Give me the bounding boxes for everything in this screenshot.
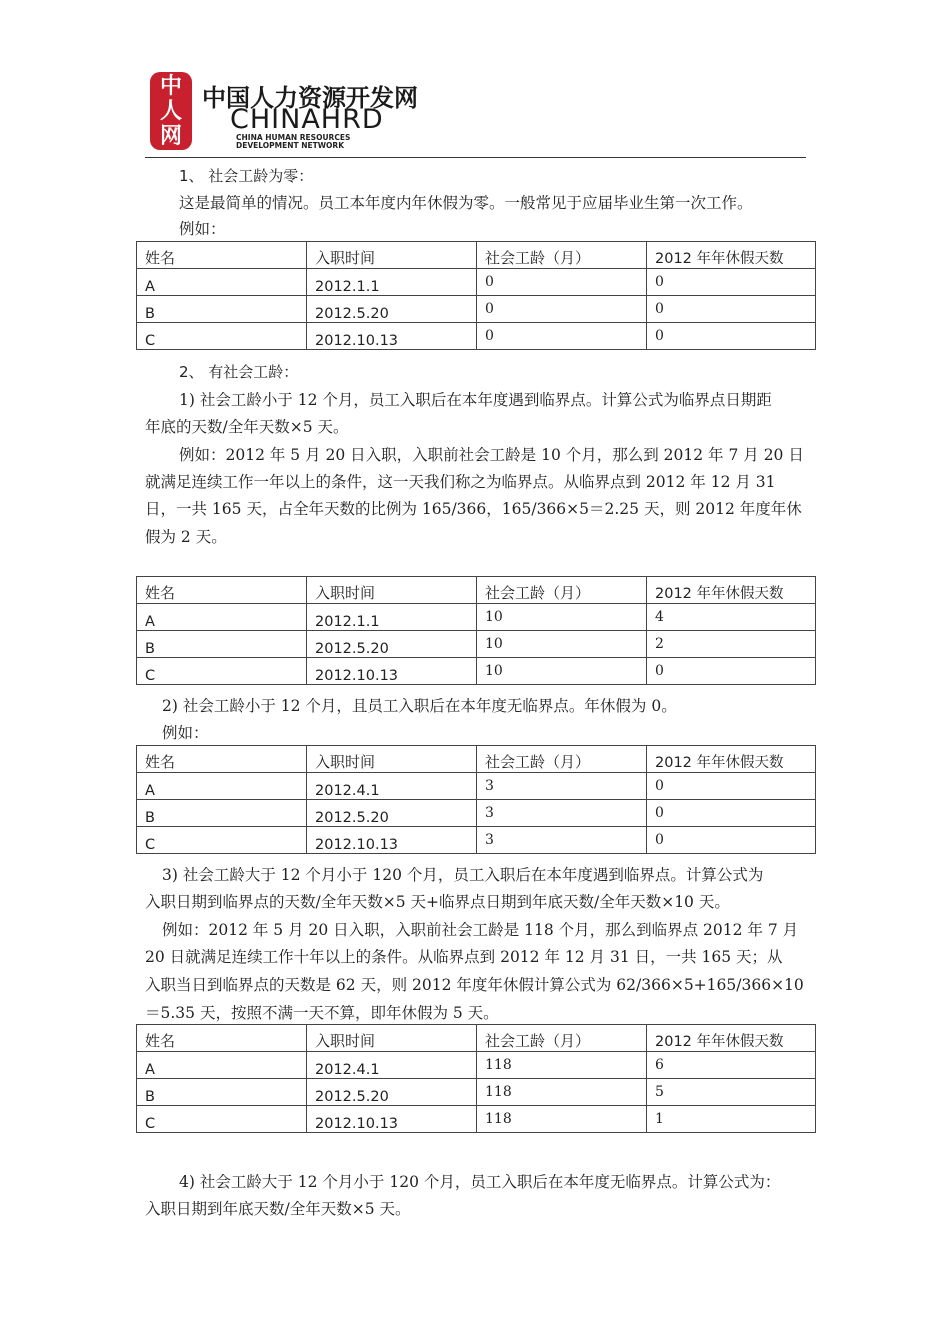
table-cell: C: [137, 323, 307, 350]
table-row: [137, 800, 816, 827]
brand-subtitle: CHINA HUMAN RESOURCES DEVELOPMENT NETWORK: [236, 133, 351, 150]
table-cell: B: [137, 1079, 307, 1106]
paragraph-line: 20 日就满足连续工作十年以上的条件。从临界点到 2012 年 12 月 31 日，一共 165 天；从: [145, 948, 783, 966]
leave-table-1: [136, 241, 816, 350]
header-cell: 姓名: [137, 577, 307, 604]
paragraph-line: 入职日期到年底天数/全年天数×5 天。: [145, 1200, 411, 1218]
table-cell: 10: [477, 631, 647, 658]
paragraph-line: 例如：2012 年 5 月 20 日入职，入职前社会工龄是 10 个月，那么到 2012 年 7 月 20 日: [179, 446, 804, 464]
table-cell: 10: [477, 658, 647, 685]
header-cell: 姓名: [137, 1025, 307, 1052]
table-cell: 2012.5.20: [307, 800, 477, 827]
table-cell: 2012.10.13: [307, 323, 477, 350]
table-header-row: [137, 242, 816, 269]
header-cell: 社会工龄（月）: [477, 746, 647, 773]
leave-table-3: [136, 745, 816, 854]
section-1-heading: 1、 社会工龄为零：: [179, 167, 314, 185]
table-row: [137, 773, 816, 800]
header-cell: 社会工龄（月）: [477, 577, 647, 604]
table-cell: 118: [477, 1106, 647, 1133]
table-cell: 0: [477, 323, 647, 350]
header-cell: 2012 年年休假天数: [647, 1025, 816, 1052]
paragraph-line: ＝5.35 天，按照不满一天不算，即年休假为 5 天。: [145, 1004, 499, 1022]
table-cell: 3: [477, 773, 647, 800]
paragraph-line: 假为 2 天。: [145, 528, 227, 546]
table-cell: B: [137, 631, 307, 658]
table-cell: 2012.1.1: [307, 269, 477, 296]
table-cell: 2012.5.20: [307, 1079, 477, 1106]
table-cell: 0: [647, 827, 816, 854]
table-cell: 2012.4.1: [307, 773, 477, 800]
table-cell: A: [137, 1052, 307, 1079]
table-cell: A: [137, 269, 307, 296]
table-row: [137, 1106, 816, 1133]
table-row: [137, 296, 816, 323]
paragraph-line: 这是最简单的情况。员工本年度内年休假为零。一般常见于应届毕业生第一次工作。: [179, 194, 753, 212]
table-cell: 0: [647, 269, 816, 296]
table-cell: 2012.5.20: [307, 296, 477, 323]
header-cell: 姓名: [137, 746, 307, 773]
table-row: [137, 269, 816, 296]
paragraph-line: 4) 社会工龄大于 12 个月小于 120 个月，员工入职后在本年度无临界点。计算公式为：: [179, 1173, 781, 1191]
header-cell: 社会工龄（月）: [477, 242, 647, 269]
paragraph-line: 3) 社会工龄大于 12 个月小于 120 个月，员工入职后在本年度遇到临界点。计算公式为: [162, 866, 764, 884]
paragraph-line: 1) 社会工龄小于 12 个月，员工入职后在本年度遇到临界点。计算公式为临界点日期距: [179, 391, 772, 409]
table-cell: C: [137, 827, 307, 854]
table-cell: 3: [477, 800, 647, 827]
table-cell: 2012.1.1: [307, 604, 477, 631]
header-cell: 2012 年年休假天数: [647, 746, 816, 773]
table-row: [137, 604, 816, 631]
table-cell: 0: [647, 658, 816, 685]
table-cell: B: [137, 296, 307, 323]
header-divider: [145, 157, 806, 158]
leave-table-2: [136, 576, 816, 685]
paragraph-line: 就满足连续工作一年以上的条件，这一天我们称之为临界点。从临界点到 2012 年 12 月 31: [145, 473, 776, 491]
table-cell: 6: [647, 1052, 816, 1079]
leave-table-4: [136, 1024, 816, 1133]
table-cell: 1: [647, 1106, 816, 1133]
table-row: [137, 323, 816, 350]
table-cell: B: [137, 800, 307, 827]
table-cell: 3: [477, 827, 647, 854]
table-header-row: [137, 1025, 816, 1052]
paragraph-line: 日，一共 165 天，占全年天数的比例为 165/366，165/366×5＝2.25 天，则 2012 年度年休: [145, 500, 802, 518]
brand-name-cn: 中国人力资源开发网: [202, 84, 418, 112]
paragraph-line: 2) 社会工龄小于 12 个月，且员工入职后在本年度无临界点。年休假为 0。: [162, 697, 677, 715]
table-cell: 118: [477, 1052, 647, 1079]
table-cell: A: [137, 773, 307, 800]
table-cell: 2012.10.13: [307, 827, 477, 854]
table-row: [137, 827, 816, 854]
header-cell: 姓名: [137, 242, 307, 269]
table-row: [137, 1079, 816, 1106]
table-cell: 5: [647, 1079, 816, 1106]
table-cell: 2012.10.13: [307, 1106, 477, 1133]
table-cell: C: [137, 658, 307, 685]
paragraph-line: 年底的天数/全年天数×5 天。: [145, 418, 349, 436]
paragraph-line: 例如：2012 年 5 月 20 日入职，入职前社会工龄是 118 个月，那么到临界点 2012 年 7 月: [162, 921, 799, 939]
header-cell: 入职时间: [307, 1025, 477, 1052]
table-cell: C: [137, 1106, 307, 1133]
table-cell: 2: [647, 631, 816, 658]
table-cell: 4: [647, 604, 816, 631]
paragraph-line: 入职日期到临界点的天数/全年天数×5 天+临界点日期到年底天数/全年天数×10 天。: [145, 893, 730, 911]
table-cell: 0: [477, 296, 647, 323]
table-cell: 0: [477, 269, 647, 296]
table-cell: 10: [477, 604, 647, 631]
table-cell: 0: [647, 296, 816, 323]
header-cell: 社会工龄（月）: [477, 1025, 647, 1052]
chinahrd-logo: [150, 72, 420, 152]
table-cell: 2012.4.1: [307, 1052, 477, 1079]
table-row: [137, 658, 816, 685]
paragraph-line: 入职当日到临界点的天数是 62 天，则 2012 年度年休假计算公式为 62/366×5+165/366×10: [145, 976, 804, 994]
table-cell: 0: [647, 323, 816, 350]
header-cell: 入职时间: [307, 746, 477, 773]
header-cell: 2012 年年休假天数: [647, 242, 816, 269]
table-header-row: [137, 746, 816, 773]
table-cell: 0: [647, 773, 816, 800]
table-cell: 0: [647, 800, 816, 827]
table-header-row: [137, 577, 816, 604]
table-row: [137, 1052, 816, 1079]
header-cell: 2012 年年休假天数: [647, 577, 816, 604]
header-cell: 入职时间: [307, 577, 477, 604]
table-cell: 2012.5.20: [307, 631, 477, 658]
table-cell: 118: [477, 1079, 647, 1106]
header-cell: 入职时间: [307, 242, 477, 269]
paragraph-line: 例如：: [162, 724, 209, 742]
table-row: [137, 631, 816, 658]
brand-name-en: CHINAHRD: [230, 104, 384, 135]
logo-badge-icon: 中 人 网: [150, 72, 192, 150]
paragraph-line: 例如：: [179, 220, 226, 238]
table-cell: A: [137, 604, 307, 631]
table-cell: 2012.10.13: [307, 658, 477, 685]
section-2-heading: 2、 有社会工龄：: [179, 363, 299, 381]
